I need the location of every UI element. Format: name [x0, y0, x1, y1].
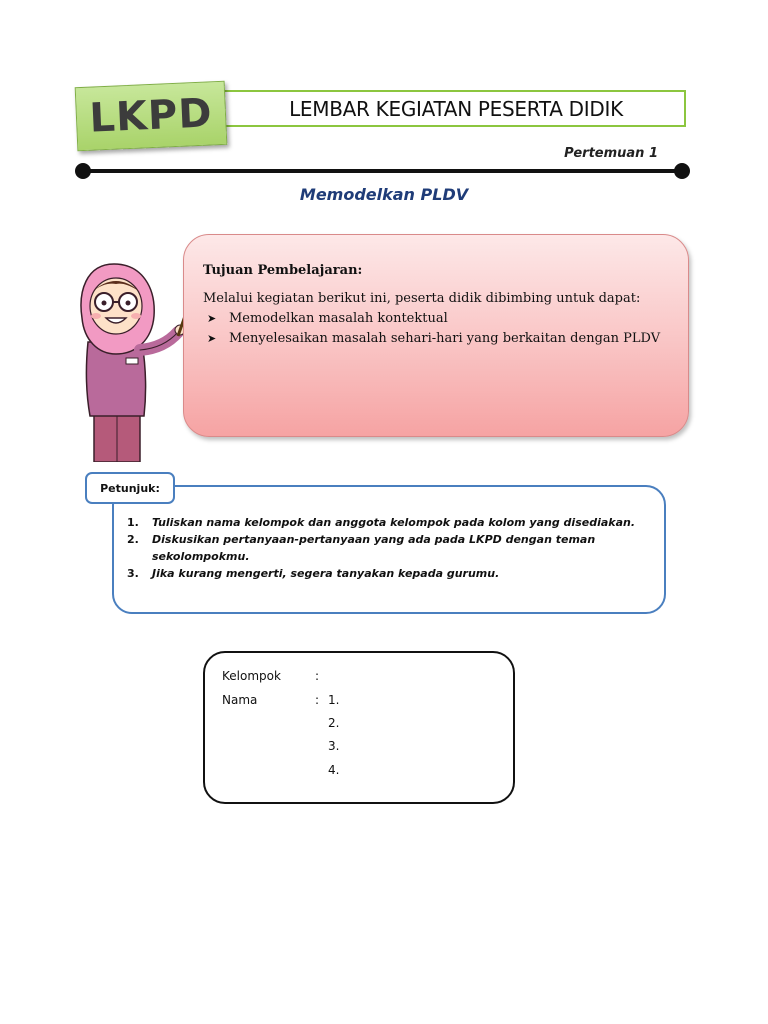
member-number: 4. — [328, 763, 340, 777]
member-number: 3. — [328, 739, 340, 753]
name-colon: : — [315, 693, 320, 707]
instructions-list — [127, 514, 647, 582]
objectives-list — [207, 309, 667, 349]
divider-left-dot — [75, 163, 91, 179]
objectives-intro: Melalui kegiatan berikut ini, peserta didik dibimbing untuk dapat: — [203, 291, 641, 306]
group-colon: : — [315, 669, 320, 683]
objectives-heading: Tujuan Pembelajaran: — [203, 263, 363, 278]
lkpd-logo — [75, 81, 228, 151]
teacher-illustration-icon — [74, 262, 194, 462]
instructions-label: Petunjuk: — [85, 472, 175, 504]
instruction-item — [127, 531, 647, 565]
objective-item — [207, 309, 667, 329]
group-label: Kelompok — [222, 669, 281, 683]
instruction-text: Diskusikan pertanyaan-pertanyaan yang ada pada LKPD dengan teman sekolompokmu. — [152, 533, 596, 563]
logo-text: LKPD — [88, 90, 214, 142]
page-title: LEMBAR KEGIATAN PESERTA DIDIK — [289, 97, 623, 121]
section-title: Memodelkan PLDV — [299, 185, 469, 204]
objective-text: Menyelesaikan masalah sehari-hari yang berkaitan dengan PLDV — [229, 331, 661, 346]
arrowhead-bullet-icon: ➤ — [207, 312, 217, 325]
instruction-text: Jika kurang mengerti, segera tanyakan kepada gurumu. — [152, 567, 500, 580]
instruction-number: 3. — [127, 567, 139, 580]
name-label: Nama — [222, 693, 258, 707]
objective-item — [207, 329, 667, 349]
divider-right-dot — [674, 163, 690, 179]
instruction-item — [127, 514, 647, 531]
meeting-label: Pertemuan 1 — [564, 146, 658, 161]
member-number: 1. — [328, 693, 340, 707]
instruction-number: 1. — [127, 516, 139, 529]
header-divider — [83, 169, 683, 173]
arrowhead-bullet-icon: ➤ — [207, 332, 217, 345]
instruction-text: Tuliskan nama kelompok dan anggota kelompok pada kolom yang disediakan. — [152, 516, 636, 529]
member-number: 2. — [328, 716, 340, 730]
instruction-item — [127, 565, 647, 582]
instruction-number: 2. — [127, 533, 139, 546]
objective-text: Memodelkan masalah kontektual — [229, 311, 448, 326]
